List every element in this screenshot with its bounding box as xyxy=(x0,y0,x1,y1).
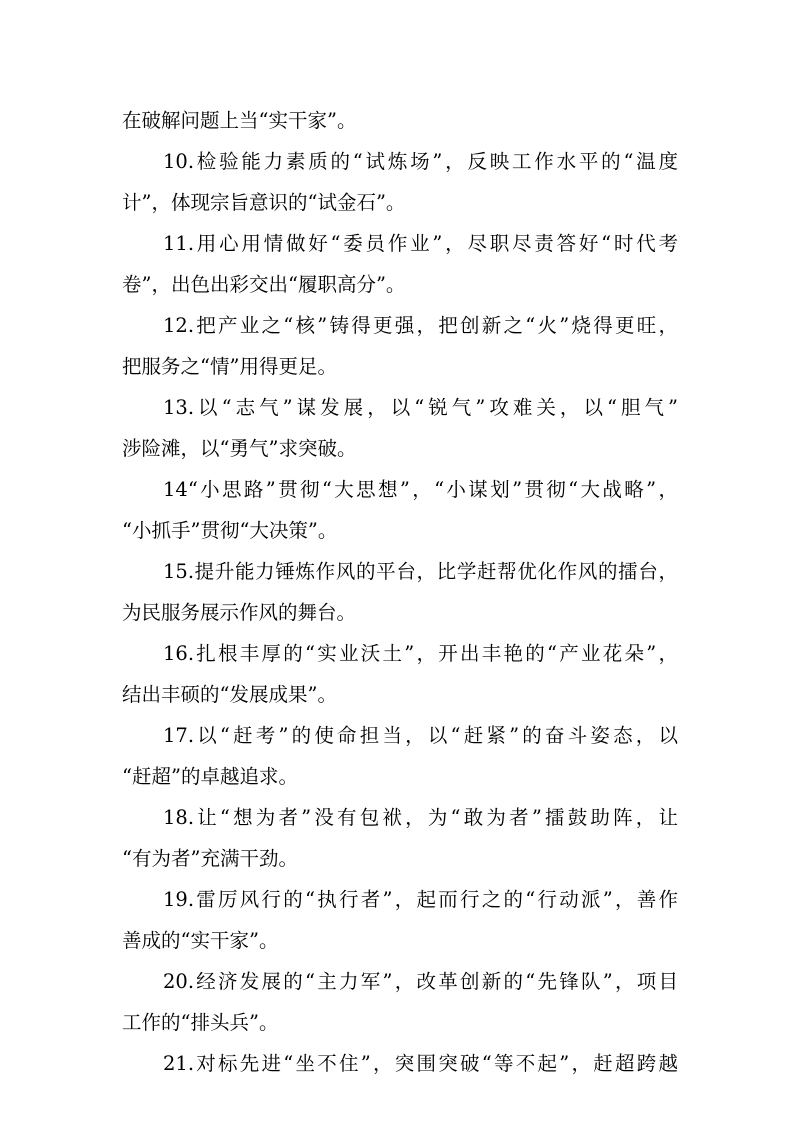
text-line: 涉险滩，以“勇气”求突破。 xyxy=(122,437,357,460)
text-line: 12.把产业之“核”铸得更强，把创新之“火”烧得更旺， xyxy=(163,314,678,337)
text-line: 计”，体现宗旨意识的“试金石”。 xyxy=(122,191,406,214)
text-line: “有为者”充满干劲。 xyxy=(122,847,298,870)
document-body xyxy=(122,100,678,1084)
text-line: 工作的“排头兵”。 xyxy=(122,1011,279,1034)
text-line: 15.提升能力锤炼作风的平台，比学赶帮优化作风的擂台， xyxy=(163,560,678,583)
text-line: 11.用心用情做好“委员作业”，尽职尽责答好“时代考 xyxy=(163,232,678,255)
text-line: 21.对标先进“坐不住”，突围突破“等不起”，赶超跨越 xyxy=(163,1052,678,1075)
text-line: 13.以“志气”谋发展，以“锐气”攻难关，以“胆气” xyxy=(163,396,678,419)
text-line: 16.扎根丰厚的“实业沃土”，开出丰艳的“产业花朵”， xyxy=(163,642,678,665)
text-line: “赶超”的卓越追求。 xyxy=(122,765,298,788)
text-line: 18.让“想为者”没有包袱，为“敢为者”擂鼓助阵，让 xyxy=(163,806,678,829)
text-line: 17.以“赶考”的使命担当，以“赶紧”的奋斗姿态，以 xyxy=(163,724,678,747)
text-line: 善成的“实干家”。 xyxy=(122,929,279,952)
text-line: 把服务之“情”用得更足。 xyxy=(122,355,337,378)
text-line: 10.检验能力素质的“试炼场”，反映工作水平的“温度 xyxy=(163,150,678,173)
text-line: 结出丰硕的“发展成果”。 xyxy=(122,683,337,706)
text-line: 为民服务展示作风的舞台。 xyxy=(122,601,357,624)
text-line: 19.雷厉风行的“执行者”，起而行之的“行动派”，善作 xyxy=(163,888,678,911)
text-line: 14“小思路”贯彻“大思想”，“小谋划”贯彻“大战略”， xyxy=(163,478,678,501)
text-line: “小抓手”贯彻“大决策”。 xyxy=(122,519,338,542)
text-line: 20.经济发展的“主力军”，改革创新的“先锋队”，项目 xyxy=(163,970,678,993)
text-line: 卷”，出色出彩交出“履职高分”。 xyxy=(122,273,406,296)
text-line: 在破解问题上当“实干家”。 xyxy=(122,109,357,132)
